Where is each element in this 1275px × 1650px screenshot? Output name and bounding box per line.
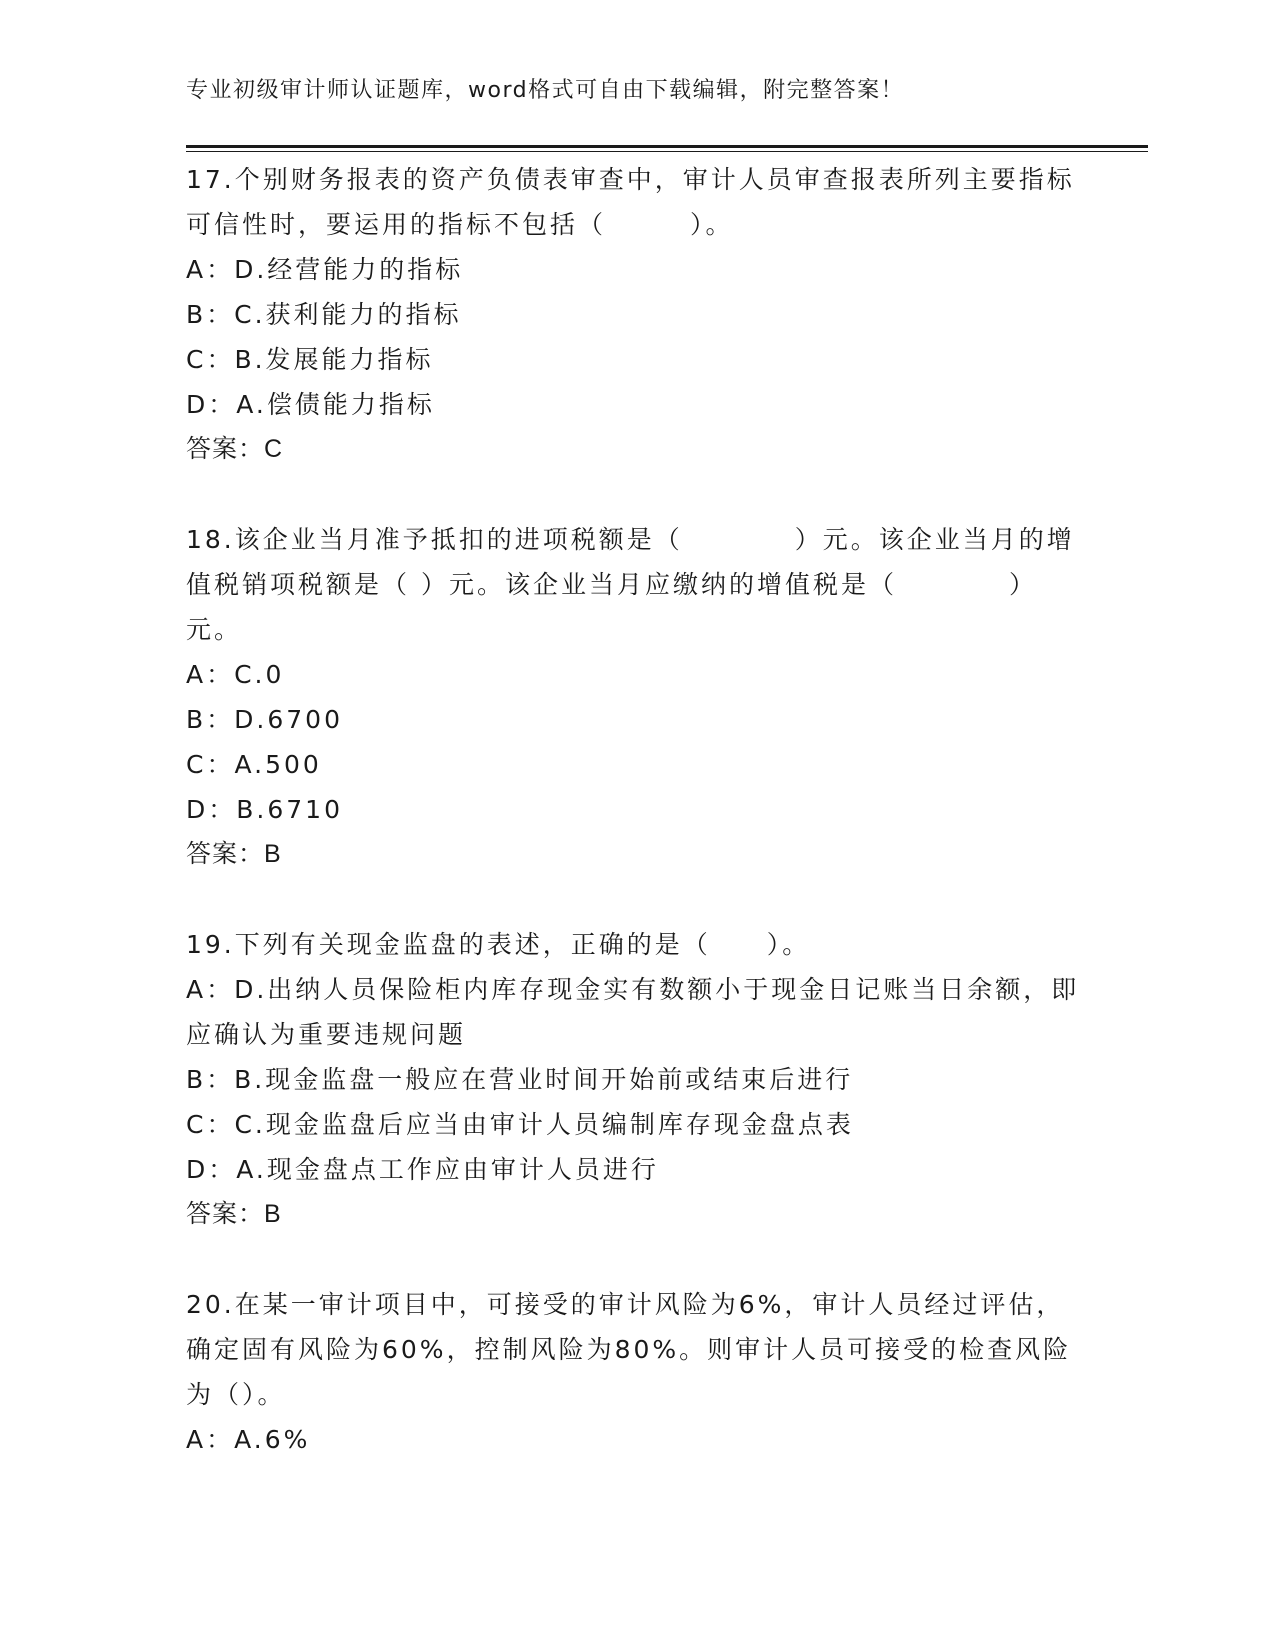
option-a: A：A.6% [186,1425,311,1454]
header-rule-thick [186,145,1148,148]
question-20 [186,1282,1086,1462]
option-c: C：A.500 [186,750,322,779]
question-list [186,157,1086,1507]
option-b: B：C.获利能力的指标 [186,300,462,329]
question-stem: 19.下列有关现金监盘的表述，正确的是（ ）。 [186,930,811,959]
option-c: C：C.现金监盘后应当由审计人员编制库存现金盘点表 [186,1110,854,1139]
page-header: 专业初级审计师认证题库，word格式可自由下载编辑，附完整答案！ [186,78,905,103]
question-19 [186,922,1086,1237]
question-stem: 18.该企业当月准予抵扣的进项税额是（ ）元。该企业当月的增值税销项税额是（ ）元。该企业当月应缴纳的增值税是（ ）元。 [186,525,1075,644]
option-d: D：A.现金盘点工作应由审计人员进行 [186,1155,659,1184]
question-17 [186,157,1086,472]
question-18 [186,517,1086,877]
answer: 答案：B [186,840,282,868]
option-a: A：D.经营能力的指标 [186,255,464,284]
option-d: D：B.6710 [186,795,343,824]
header-rule-thin [186,151,1148,152]
option-d: D：A.偿债能力指标 [186,390,435,419]
option-a: A：D.出纳人员保险柜内库存现金实有数额小于现金日记账当日余额，即应确认为重要违规问题 [186,975,1080,1049]
option-b: B：D.6700 [186,705,343,734]
question-stem: 20.在某一审计项目中，可接受的审计风险为6%，审计人员经过评估，确定固有风险为60%，控制风险为80%。则审计人员可接受的检查风险为（）。 [186,1290,1072,1409]
answer: 答案：B [186,1200,282,1228]
option-a: A：C.0 [186,660,285,689]
question-stem: 17.个别财务报表的资产负债表审查中，审计人员审查报表所列主要指标可信性时，要运用的指标不包括（ ）。 [186,165,1075,239]
answer: 答案：C [186,435,284,463]
option-c: C：B.发展能力指标 [186,345,434,374]
option-b: B：B.现金监盘一般应在营业时间开始前或结束后进行 [186,1065,854,1094]
